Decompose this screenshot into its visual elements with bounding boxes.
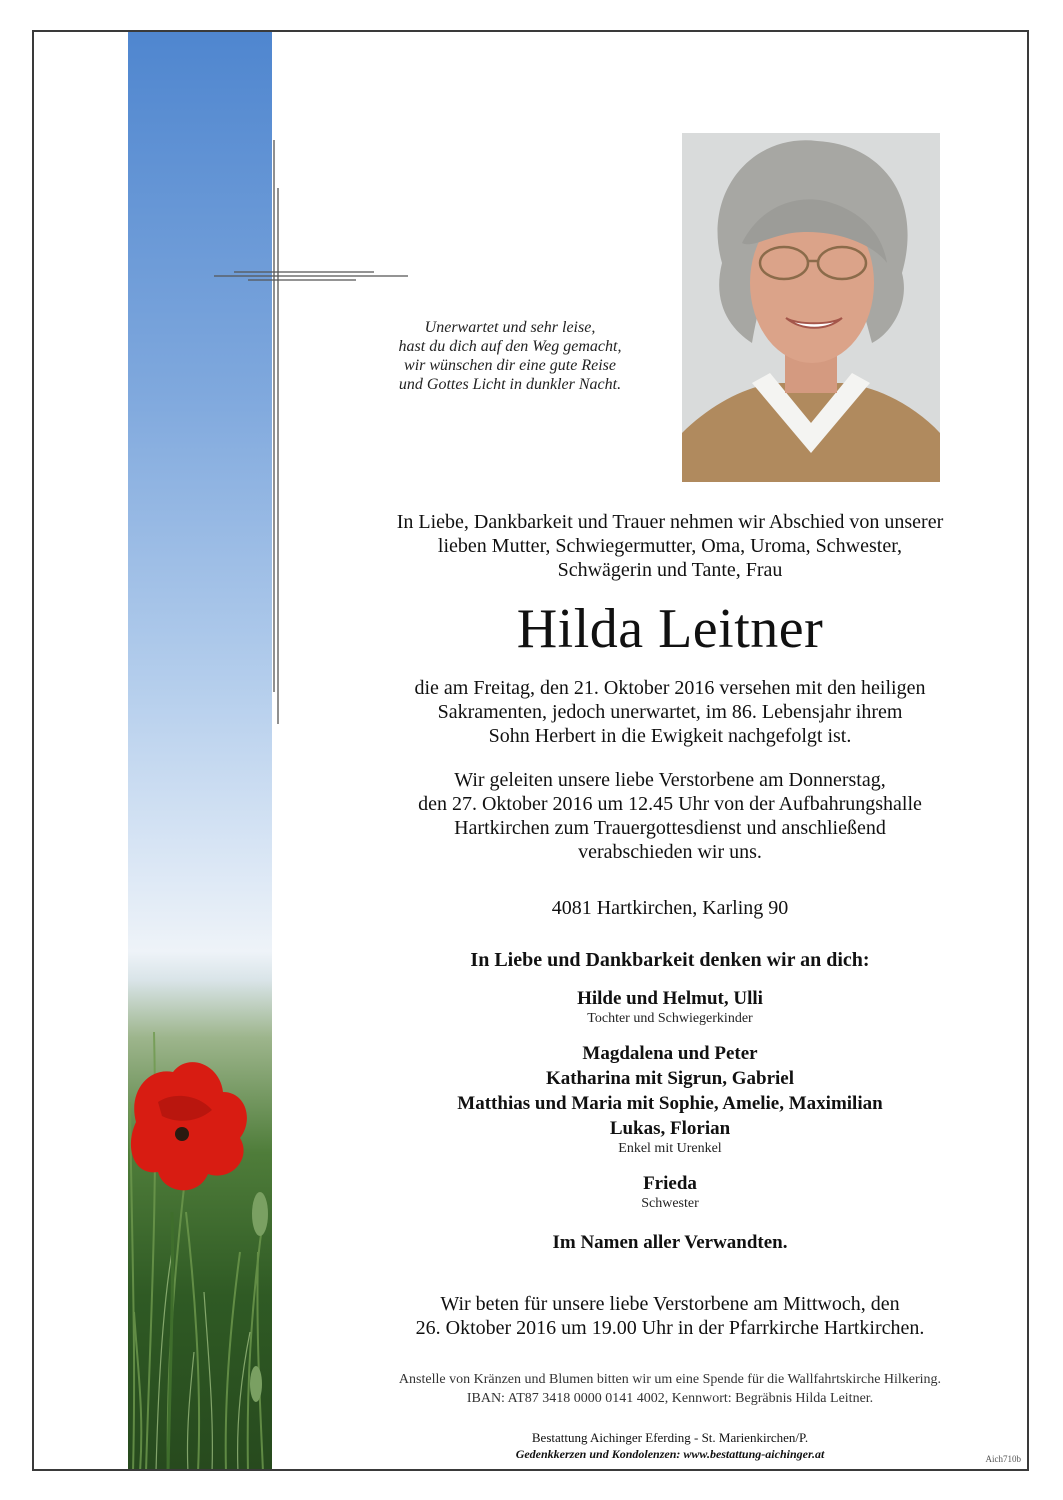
sister-name: Frieda [643, 1173, 697, 1194]
donation-notice [340, 1370, 1000, 1408]
poem-line: und Gottes Licht in dunkler Nacht. [398, 376, 622, 393]
donation-line: Anstelle von Kränzen und Blumen bitten wir um eine Spende für die Wallfahrtskirche Hilkering. [398, 1372, 942, 1387]
grandchildren-line: Katharina mit Sigrun, Gabriel [545, 1068, 795, 1089]
undertaker-name: Bestattung Aichinger Eferding - St. Marienkirchen/P. [531, 1430, 809, 1445]
funeral-line: verabschieden wir uns. [578, 841, 762, 863]
funeral-line: den 27. Oktober 2016 um 12.45 Uhr von der Aufbahrungshalle [418, 793, 922, 815]
death-line: die am Freitag, den 21. Oktober 2016 versehen mit den heiligen [414, 677, 926, 699]
grandchildren-role: Enkel mit Urenkel [618, 1141, 722, 1156]
address: 4081 Hartkirchen, Karling 90 [551, 897, 789, 919]
poppy-flower-icon [131, 1062, 247, 1190]
sister-role: Schwester [641, 1196, 699, 1211]
poem-line: Unerwartet und sehr leise, [424, 319, 596, 336]
prayer-line: 26. Oktober 2016 um 19.00 Uhr in der Pfarrkirche Hartkirchen. [415, 1317, 925, 1339]
grandchildren-line: Lukas, Florian [609, 1118, 731, 1139]
poppy-field-image [128, 952, 272, 1471]
donation-line: IBAN: AT87 3418 0000 0141 4002, Kennwort: Begräbnis Hilda Leitner. [466, 1391, 874, 1406]
intro-line: Schwägerin und Tante, Frau [557, 559, 783, 581]
poem-line: wir wünschen dir eine gute Reise [404, 357, 616, 374]
intro-line: In Liebe, Dankbarkeit und Trauer nehmen wir Abschied von unserer [396, 511, 944, 533]
funeral-line: Wir geleiten unsere liebe Verstorbene am Donnerstag, [454, 769, 886, 791]
death-notice [340, 676, 1000, 748]
deceased-name: Hilda Leitner [516, 598, 824, 660]
document-code: Aich710b [985, 1454, 1021, 1464]
thanks-heading: In Liebe und Dankbarkeit denken wir an dich: [470, 949, 870, 971]
poem [340, 318, 680, 394]
poem-line: hast du dich auf den Weg gemacht, [398, 338, 622, 355]
website-line: Gedenkkerzen und Kondolenzen: www.bestattung-aichinger.at [515, 1447, 825, 1461]
prayer-line: Wir beten für unsere liebe Verstorbene am Mittwoch, den [440, 1293, 900, 1315]
prayer-notice [340, 1292, 1000, 1340]
intro-line: lieben Mutter, Schwiegermutter, Oma, Uroma, Schwester, [437, 535, 903, 557]
undertaker-footer [340, 1430, 1000, 1462]
intro-text [340, 510, 1000, 582]
funeral-line: Hartkirchen zum Trauergottesdienst und anschließend [454, 817, 886, 839]
death-line: Sohn Herbert in die Ewigkeit nachgefolgt ist. [488, 725, 852, 747]
family-list [340, 986, 1000, 1255]
funeral-notice [340, 768, 1000, 864]
grandchildren-line: Magdalena und Peter [582, 1043, 758, 1064]
children-names: Hilde und Helmut, Ulli [577, 988, 763, 1009]
grandchildren-line: Matthias und Maria mit Sophie, Amelie, Maximilian [457, 1093, 883, 1114]
relatives-line: Im Namen aller Verwandten. [552, 1232, 788, 1253]
death-line: Sakramenten, jedoch unerwartet, im 86. Lebensjahr ihrem [437, 701, 903, 723]
poppy-bud-icon [252, 1192, 268, 1236]
children-role: Tochter und Schwiegerkinder [587, 1011, 753, 1026]
portrait-photo [682, 133, 940, 482]
